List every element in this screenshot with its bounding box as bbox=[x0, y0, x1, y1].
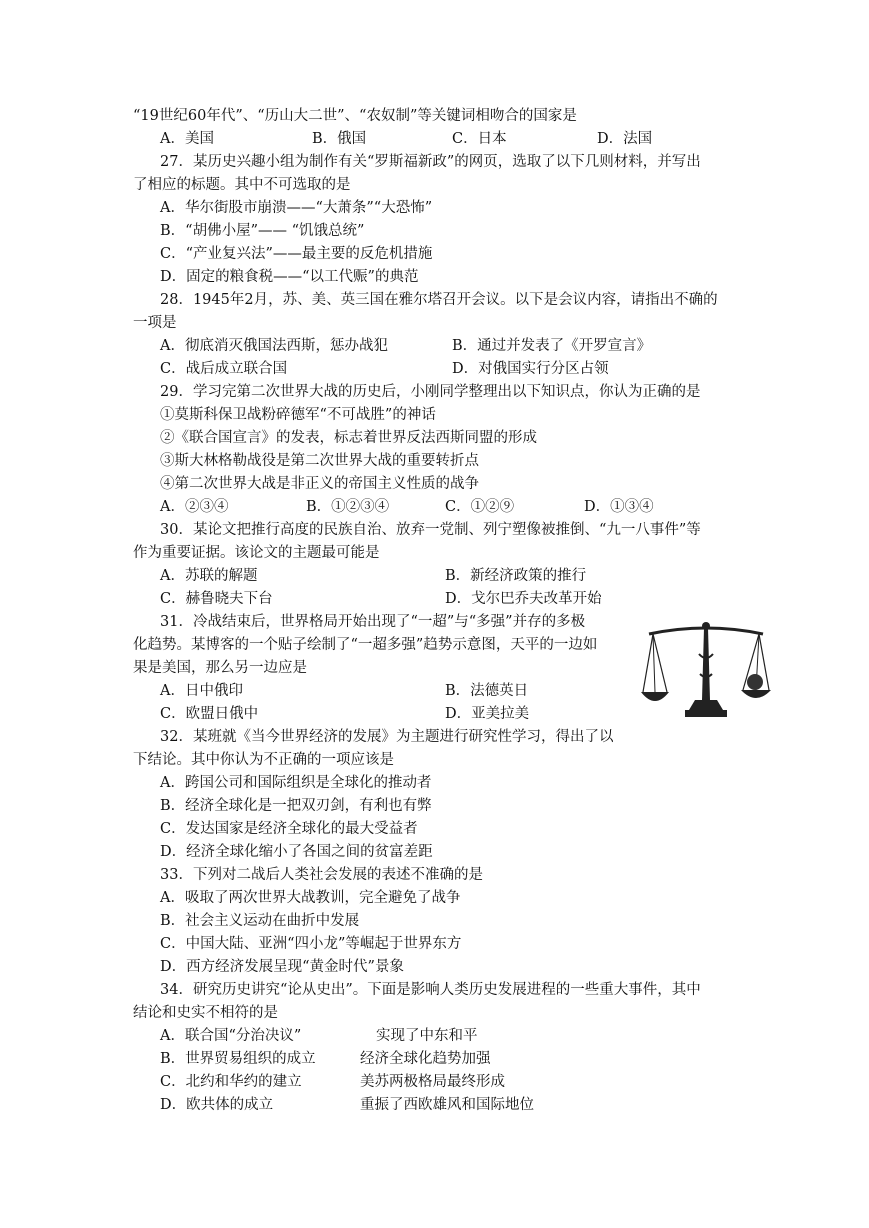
q34-stem-line2: 结论和史实不相符的是 bbox=[133, 1005, 278, 1021]
q27-stem-line1: 27．某历史兴趣小组为制作有关“罗斯福新政”的网页，选取了以下几则材料，并写出 bbox=[160, 154, 701, 170]
q33-option-c: C．中国大陆、亚洲“四小龙”等崛起于世界东方 bbox=[160, 936, 462, 952]
q31-stem-line3: 果是美国，那么另一边应是 bbox=[133, 660, 307, 676]
q31-option-b: B．法德英日 bbox=[445, 683, 529, 699]
q28-option-d: D．对俄国实行分区占领 bbox=[452, 361, 609, 377]
q34-row-a-event: A．联合国“分治决议” bbox=[160, 1028, 302, 1044]
q34-row-d-conclusion: 重振了西欧雄风和国际地位 bbox=[360, 1097, 534, 1113]
q29-option-a: A．②③④ bbox=[160, 499, 229, 515]
q29-item-2: ②《联合国宣言》的发表，标志着世界反法西斯同盟的形成 bbox=[160, 430, 537, 446]
q31-option-c: C．欧盟日俄中 bbox=[160, 706, 259, 722]
q32-stem-line1: 32．某班就《当今世界经济的发展》为主题进行研究性学习，得出了以 bbox=[160, 729, 614, 745]
q30-option-c: C．赫鲁晓夫下台 bbox=[160, 591, 273, 607]
q29-item-4: ④第二次世界大战是非正义的帝国主义性质的战争 bbox=[160, 476, 479, 492]
q26-option-a: A．美国 bbox=[160, 131, 214, 147]
q29-option-d: D．①③④ bbox=[584, 499, 654, 515]
q29-option-c: C．①②⑨ bbox=[445, 499, 515, 515]
balance-scale-icon bbox=[641, 614, 771, 726]
q32-option-d: D．经济全球化缩小了各国之间的贫富差距 bbox=[160, 844, 433, 860]
q26-stem-cont: “19世纪60年代”、“历山大二世”、“农奴制”等关键词相吻合的国家是 bbox=[133, 108, 577, 124]
q31-stem-line1: 31．冷战结束后，世界格局开始出现了“一超”与“多强”并存的多极 bbox=[160, 614, 586, 630]
q30-option-d: D．戈尔巴乔夫改革开始 bbox=[445, 591, 602, 607]
q27-option-a: A．华尔街股市崩溃——“大萧条”“大恐怖” bbox=[160, 200, 433, 216]
q30-stem-line2: 作为重要证据。该论文的主题最可能是 bbox=[133, 545, 380, 561]
q30-option-a: A．苏联的解题 bbox=[160, 568, 258, 584]
q33-option-b: B．社会主义运动在曲折中发展 bbox=[160, 913, 360, 929]
q34-row-c-conclusion: 美苏两极格局最终形成 bbox=[360, 1074, 505, 1090]
q34-row-b-conclusion: 经济全球化趋势加强 bbox=[360, 1051, 491, 1067]
q26-option-b: B．俄国 bbox=[312, 131, 367, 147]
q30-stem-line1: 30．某论文把推行高度的民族自治、放弃一党制、列宁塑像被推倒、“九一八事件”等 bbox=[160, 522, 701, 538]
q32-option-a: A．跨国公司和国际组织是全球化的推动者 bbox=[160, 775, 432, 791]
q33-option-d: D．西方经济发展呈现“黄金时代”景象 bbox=[160, 959, 404, 975]
q34-stem-line1: 34．研究历史讲究“论从史出”。下面是影响人类历史发展进程的一些重大事件，其中 bbox=[160, 982, 701, 998]
q27-stem-line2: 了相应的标题。其中不可选取的是 bbox=[133, 177, 351, 193]
q32-stem-line2: 下结论。其中你认为不正确的一项应该是 bbox=[133, 752, 394, 768]
q33-stem: 33．下列对二战后人类社会发展的表述不准确的是 bbox=[160, 867, 483, 883]
q31-option-d: D．亚美拉美 bbox=[445, 706, 530, 722]
q29-option-b: B．①②③④ bbox=[306, 499, 390, 515]
q26-option-c: C．日本 bbox=[452, 131, 507, 147]
q30-option-b: B．新经济政策的推行 bbox=[445, 568, 587, 584]
q33-option-a: A．吸取了两次世界大战教训，完全避免了战争 bbox=[160, 890, 461, 906]
q28-option-a: A．彻底消灭俄国法西斯，惩办战犯 bbox=[160, 338, 388, 354]
q29-item-1: ①莫斯科保卫战粉碎德军“不可战胜”的神话 bbox=[160, 407, 436, 423]
q28-option-b: B．通过并发表了《开罗宣言》 bbox=[452, 338, 652, 354]
q34-row-c-event: C．北约和华约的建立 bbox=[160, 1074, 302, 1090]
q29-item-3: ③斯大林格勒战役是第二次世界大战的重要转折点 bbox=[160, 453, 479, 469]
q27-option-b: B．“胡佛小屋”—— “饥饿总统” bbox=[160, 223, 365, 239]
q27-option-c: C．“产业复兴法”——最主要的反危机措施 bbox=[160, 246, 433, 262]
q32-option-b: B．经济全球化是一把双刃剑，有利也有弊 bbox=[160, 798, 432, 814]
q32-option-c: C．发达国家是经济全球化的最大受益者 bbox=[160, 821, 418, 837]
q28-option-c: C．战后成立联合国 bbox=[160, 361, 288, 377]
q31-stem-line2: 化趋势。某博客的一个贴子绘制了“一超多强”趋势示意图，天平的一边如 bbox=[133, 637, 598, 653]
q28-stem-line2: 一项是 bbox=[133, 315, 177, 331]
q26-option-d: D．法国 bbox=[597, 131, 653, 147]
q29-stem: 29．学习完第二次世界大战的历史后，小刚同学整理出以下知识点，你认为正确的是 bbox=[160, 384, 701, 400]
q31-option-a: A．日中俄印 bbox=[160, 683, 243, 699]
q28-stem-line1: 28．1945年2月，苏、美、英三国在雅尔塔召开会议。以下是会议内容，请指出不确的 bbox=[160, 292, 718, 308]
q34-row-b-event: B．世界贸易组织的成立 bbox=[160, 1051, 316, 1067]
q34-row-d-event: D．欧共体的成立 bbox=[160, 1097, 274, 1113]
q27-option-d: D．固定的粮食税——“以工代赈”的典范 bbox=[160, 269, 419, 285]
q34-row-a-conclusion: 实现了中东和平 bbox=[376, 1028, 478, 1044]
